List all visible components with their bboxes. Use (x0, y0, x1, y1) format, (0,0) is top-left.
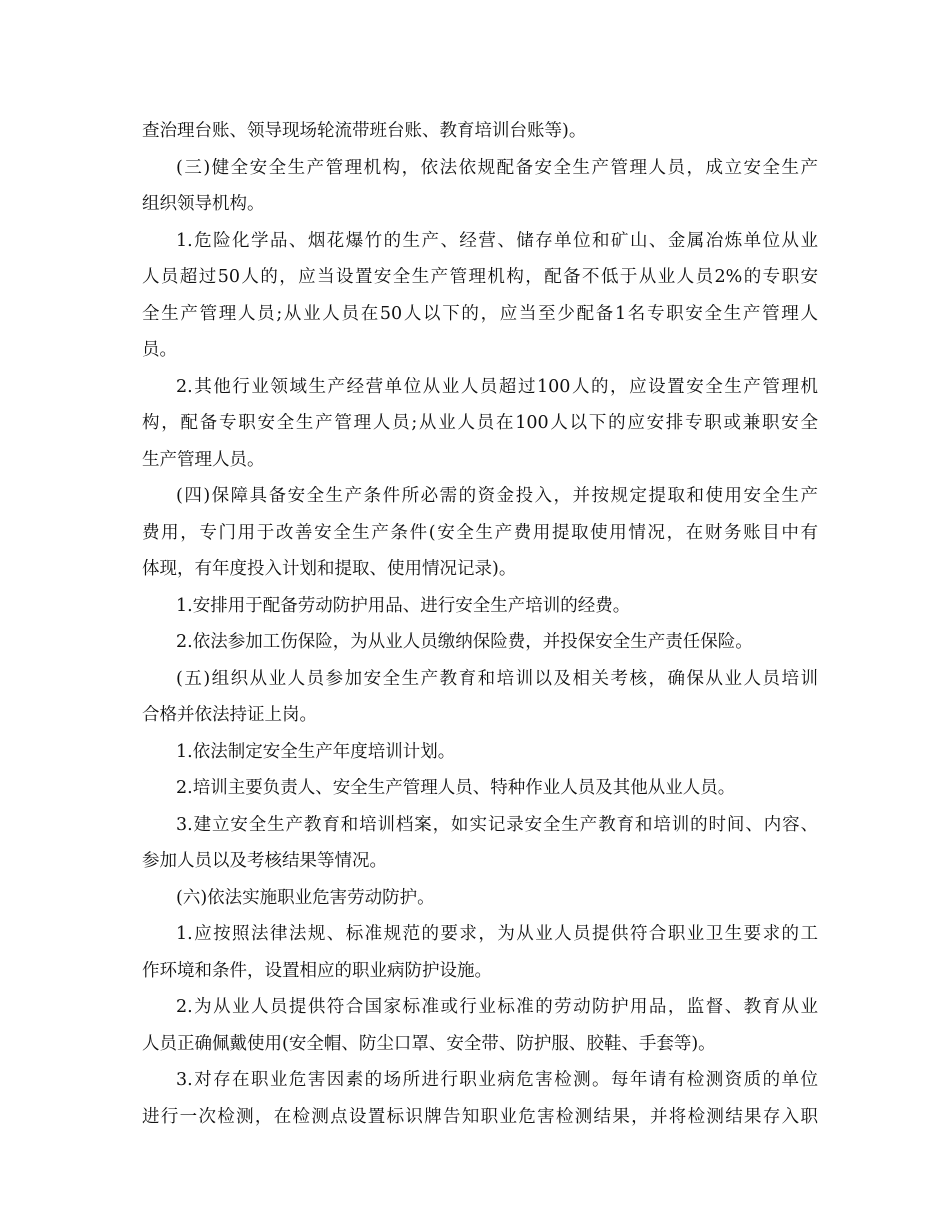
text-line: 人员正确佩戴使用(安全帽、防尘口罩、安全带、防护服、胶鞋、手套等)。 (142, 1033, 716, 1054)
list-item: 2.为从业人员提供符合国家标准或行业标准的劳动防护用品，监督、教育从业 (176, 997, 818, 1017)
list-item: 1.安排用于配备劳动防护用品、进行安全生产培训的经费。 (176, 595, 631, 616)
document-body (142, 113, 818, 1135)
text-line: 人员超过50人的，应当设置安全生产管理机构，配备不低于从业人员2%的专职安 (142, 267, 818, 287)
text-line: 费用，专门用于改善安全生产条件(安全生产费用提取使用情况，在财务账目中有 (142, 522, 818, 543)
list-item: 3.建立安全生产教育和培训档案，如实记录安全生产教育和培训的时间、内容、 (176, 814, 818, 835)
text-line: 全生产管理人员;从业人员在50人以下的，应当至少配备1名专职安全生产管理人 (142, 303, 818, 324)
list-item: 1.应按照法律法规、标准规范的要求，为从业人员提供符合职业卫生要求的工 (176, 924, 818, 944)
list-item: 3.对存在职业危害因素的场所进行职业病危害检测。每年请有检测资质的单位 (176, 1070, 818, 1090)
text-line: 生产管理人员。 (142, 449, 265, 470)
text-line: 查治理台账、领导现场轮流带班台账、教育培训台账等)。 (142, 121, 587, 141)
list-item: 1.依法制定安全生产年度培训计划。 (176, 741, 456, 762)
paragraph-heading-5: (五)组织从业人员参加安全生产教育和培训以及相关考核，确保从业人员培训 (176, 668, 818, 689)
paragraph-heading-6: (六)依法实施职业危害劳动防护。 (176, 887, 435, 908)
list-item: 2.其他行业领域生产经营单位从业人员超过100人的，应设置安全生产管理机 (176, 376, 818, 397)
text-line: 体现，有年度投入计划和提取、使用情况记录)。 (142, 559, 517, 579)
text-line: 作环境和条件，设置相应的职业病防护设施。 (142, 960, 492, 981)
text-line: 进行一次检测，在检测点设置标识牌告知职业危害检测结果，并将检测结果存入职 (142, 1106, 818, 1127)
paragraph-heading-3: (三)健全安全生产管理机构，依法依规配备安全生产管理人员，成立安全生产 (176, 157, 818, 178)
text-line: 参加人员以及考核结果等情况。 (142, 851, 387, 871)
text-line: 员。 (142, 340, 177, 360)
text-line: 合格并依法持证上岗。 (142, 705, 317, 725)
list-item: 2.培训主要负责人、安全生产管理人员、特种作业人员及其他从业人员。 (176, 778, 736, 798)
paragraph-heading-4: (四)保障具备安全生产条件所必需的资金投入，并按规定提取和使用安全生产 (176, 486, 818, 506)
text-line: 组织领导机构。 (142, 194, 265, 214)
text-line: 构，配备专职安全生产管理人员;从业人员在100人以下的应安排专职或兼职安全 (142, 413, 818, 433)
list-item: 2.依法参加工伤保险，为从业人员缴纳保险费，并投保安全生产责任保险。 (176, 632, 753, 652)
list-item: 1.危险化学品、烟花爆竹的生产、经营、储存单位和矿山、金属冶炼单位从业 (176, 230, 818, 251)
